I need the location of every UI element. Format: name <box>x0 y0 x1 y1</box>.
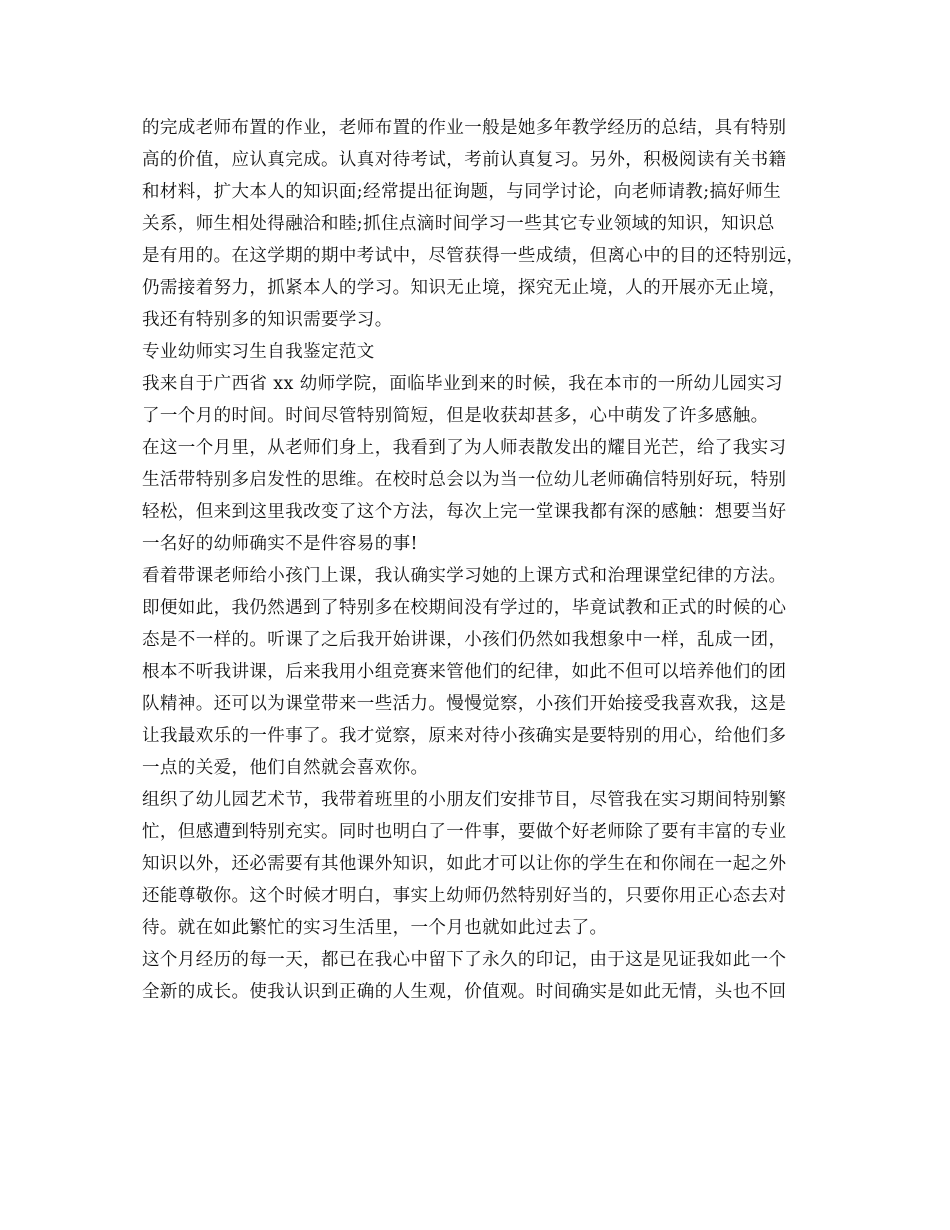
text-line: 高的价值，应认真完成。认真对待考试，考前认真复习。另外，积极阅读有关书籍 <box>142 150 787 170</box>
text-line: 这个月经历的每一天，都已在我心中留下了永久的印记，由于这是见证我如此一个 <box>142 950 787 970</box>
text-line: 我还有特别多的知识需要学习。 <box>142 310 393 330</box>
text-line: 是有用的。在这学期的期中考试中，尽管获得一些成绩，但离心中的目的还特别远， <box>142 246 805 266</box>
paragraph-3 <box>142 560 817 784</box>
text-line: 了一个月的时间。时间尽管特别简短，但是收获却甚多，心中萌发了许多感触。 <box>142 406 769 426</box>
text-line: 忙，但感遭到特别充实。同时也明白了一件事，要做个好老师除了要有丰富的专业 <box>142 822 787 842</box>
text-line: 组织了幼儿园艺术节，我带着班里的小朋友们安排节目，尽管我在实习期间特别繁 <box>142 790 787 810</box>
text-line: 关系，师生相处得融洽和睦;抓住点滴时间学习一些其它专业领域的知识，知识总 <box>142 214 775 234</box>
section-title: 专业幼师实习生自我鉴定范文 <box>142 342 375 362</box>
text-line: 知识以外，还必需要有其他课外知识，如此才可以让你的学生在和你闹在一起之外 <box>142 854 787 874</box>
text-line: 在这一个月里，从老师们身上，我看到了为人师表散发出的耀目光芒，给了我实习 <box>142 438 787 458</box>
text-line: 即便如此，我仍然遇到了特别多在校期间没有学过的，毕竟试教和正式的时候的心 <box>142 598 787 618</box>
text-line: 让我最欢乐的一件事了。我才觉察，原来对待小孩确实是要特别的用心，给他们多 <box>142 726 787 746</box>
document-page <box>142 112 817 1008</box>
text-line: 轻松，但来到这里我改变了这个方法，每次上完一堂课我都有深的感触：想要当好 <box>142 502 787 522</box>
text-line: 待。就在如此繁忙的实习生活里，一个月也就如此过去了。 <box>142 918 608 938</box>
text-line: 全新的成长。使我认识到正确的人生观，价值观。时间确实是如此无情，头也不回 <box>142 982 787 1002</box>
text-line: 一点的关爱，他们自然就会喜欢你。 <box>142 758 429 778</box>
paragraph-5 <box>142 944 817 1008</box>
paragraph-1 <box>142 368 817 432</box>
text-line: 仍需接着努力，抓紧本人的学习。知识无止境，探究无止境，人的开展亦无止境， <box>142 278 787 298</box>
paragraph-2 <box>142 432 817 560</box>
text-line: 和材料，扩大本人的知识面;经常提出征询题，与同学讨论，向老师请教;搞好师生 <box>142 182 782 202</box>
text-line: 队精神。还可以为课堂带来一些活力。慢慢觉察，小孩们开始接受我喜欢我，这是 <box>142 694 787 714</box>
text-line: 看着带课老师给小孩门上课，我认确实学习她的上课方式和治理课堂纪律的方法。 <box>142 566 787 586</box>
text-line: 生活带特别多启发性的思维。在校时总会以为当一位幼儿老师确信特别好玩，特别 <box>142 470 787 490</box>
text-line: 我来自于广西省 xx 幼师学院，面临毕业到来的时候，我在本市的一所幼儿园实习 <box>142 374 784 394</box>
text-line: 一名好的幼师确实不是件容易的事! <box>142 534 418 554</box>
text-line: 态是不一样的。听课了之后我开始讲课，小孩们仍然如我想象中一样，乱成一团， <box>142 630 787 650</box>
text-line: 根本不听我讲课，后来我用小组竞赛来管他们的纪律，如此不但可以培养他们的团 <box>142 662 787 682</box>
paragraph-4 <box>142 784 817 944</box>
text-line: 的完成老师布置的作业，老师布置的作业一般是她多年教学经历的总结，具有特别 <box>142 118 787 138</box>
intro-paragraph <box>142 112 817 336</box>
text-line: 还能尊敬你。这个时候才明白，事实上幼师仍然特别好当的，只要你用正心态去对 <box>142 886 787 906</box>
